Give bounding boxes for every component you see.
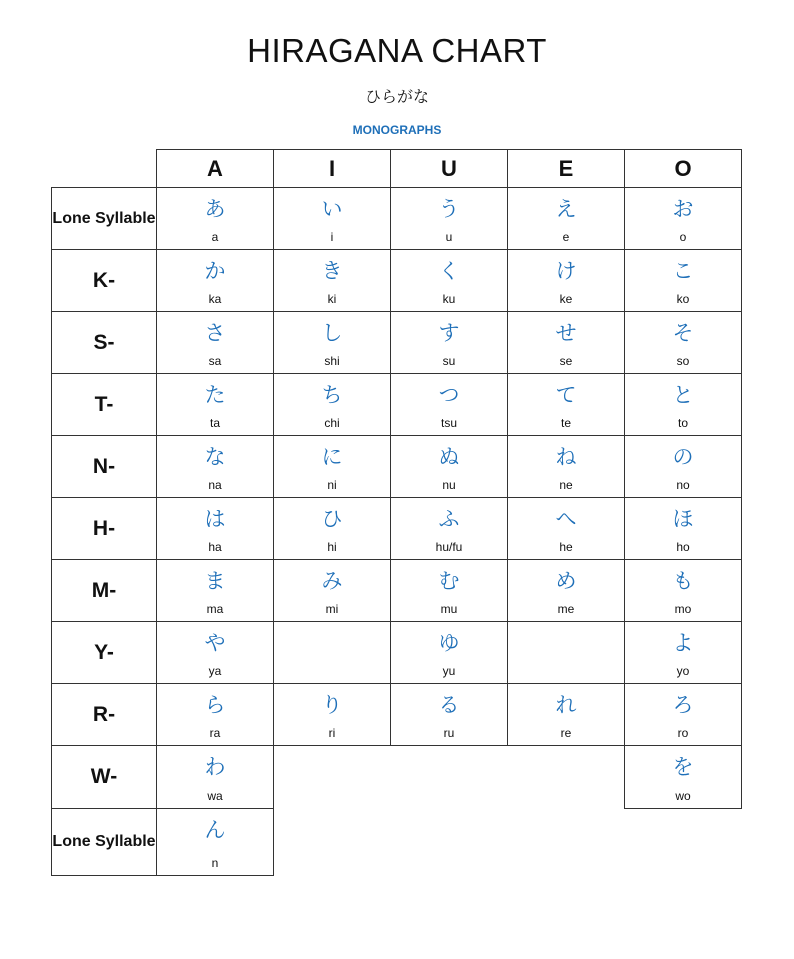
kana-cell xyxy=(624,187,742,250)
kana-cell xyxy=(273,373,391,436)
kana-cell xyxy=(507,435,625,498)
romaji-label: ho xyxy=(676,540,690,554)
romaji-label: ma xyxy=(206,602,224,616)
kana-cell xyxy=(390,497,508,560)
kana-character: さ xyxy=(204,321,226,345)
kana-cell xyxy=(156,435,274,498)
romaji-label: chi xyxy=(324,416,340,430)
romaji-label: u xyxy=(445,230,453,244)
empty-cell xyxy=(507,621,625,684)
kana-character: ん xyxy=(204,818,226,842)
romaji-label: to xyxy=(677,416,688,430)
kana-character: へ xyxy=(555,507,577,531)
romaji-label: tsu xyxy=(440,416,457,430)
row-label: S- xyxy=(51,311,157,374)
romaji-label: na xyxy=(208,478,222,492)
kana-character: れ xyxy=(555,693,577,717)
kana-cell xyxy=(156,745,274,809)
row-label: K- xyxy=(51,249,157,312)
romaji-label: sa xyxy=(208,354,222,368)
kana-cell xyxy=(390,311,508,374)
kana-cell xyxy=(624,745,742,809)
kana-cell xyxy=(624,435,742,498)
romaji-label: ku xyxy=(442,292,456,306)
kana-character: し xyxy=(321,321,343,345)
kana-cell xyxy=(624,311,742,374)
kana-cell xyxy=(156,311,274,374)
kana-character: よ xyxy=(672,631,694,655)
kana-cell xyxy=(156,373,274,436)
kana-cell xyxy=(156,808,274,876)
kana-character: ほ xyxy=(672,507,694,531)
row-label: H- xyxy=(51,497,157,560)
romaji-label: ro xyxy=(677,726,689,740)
romaji-label: ya xyxy=(208,664,222,678)
kana-character: や xyxy=(204,631,226,655)
column-header-e: E xyxy=(507,149,625,188)
romaji-label: i xyxy=(330,230,334,244)
romaji-label: mu xyxy=(440,602,458,616)
kana-character: と xyxy=(672,383,694,407)
kana-cell xyxy=(156,559,274,622)
kana-cell xyxy=(624,249,742,312)
romaji-label: shi xyxy=(324,354,340,368)
kana-character: く xyxy=(438,259,460,283)
kana-character: ゆ xyxy=(438,631,460,655)
kana-character: え xyxy=(555,197,577,221)
kana-character: め xyxy=(555,569,577,593)
kana-cell xyxy=(156,621,274,684)
romaji-label: a xyxy=(211,230,219,244)
kana-character: ね xyxy=(555,445,577,469)
column-header-a: A xyxy=(156,149,274,188)
kana-cell xyxy=(624,559,742,622)
kana-cell xyxy=(507,373,625,436)
kana-cell xyxy=(507,559,625,622)
kana-cell xyxy=(156,249,274,312)
kana-cell xyxy=(273,249,391,312)
kana-character: か xyxy=(204,259,226,283)
kana-cell xyxy=(624,373,742,436)
kana-cell xyxy=(273,559,391,622)
romaji-label: wa xyxy=(207,789,223,803)
row-label: N- xyxy=(51,435,157,498)
column-header-o: O xyxy=(624,149,742,188)
kana-character: あ xyxy=(204,197,226,221)
kana-character: て xyxy=(555,383,577,407)
row-label: Y- xyxy=(51,621,157,684)
romaji-label: hu/fu xyxy=(435,540,463,554)
kana-cell xyxy=(390,559,508,622)
kana-character: そ xyxy=(672,321,694,345)
romaji-label: ra xyxy=(209,726,221,740)
kana-character: に xyxy=(321,445,343,469)
romaji-label: mi xyxy=(325,602,339,616)
row-label: Lone Syllable xyxy=(51,187,157,250)
kana-character: ら xyxy=(204,693,226,717)
romaji-label: ne xyxy=(559,478,573,492)
romaji-label: he xyxy=(559,540,573,554)
kana-cell xyxy=(624,621,742,684)
kana-character: わ xyxy=(204,755,226,779)
romaji-label: te xyxy=(560,416,571,430)
kana-cell xyxy=(273,497,391,560)
romaji-label: o xyxy=(679,230,687,244)
kana-cell xyxy=(156,187,274,250)
kana-cell xyxy=(390,187,508,250)
kana-character: ち xyxy=(321,383,343,407)
romaji-label: ru xyxy=(443,726,455,740)
romaji-label: su xyxy=(442,354,456,368)
romaji-label: wo xyxy=(675,789,691,803)
kana-cell xyxy=(390,683,508,746)
romaji-label: n xyxy=(211,856,219,870)
kana-cell xyxy=(624,683,742,746)
kana-cell xyxy=(273,187,391,250)
romaji-label: nu xyxy=(442,478,456,492)
kana-character: の xyxy=(672,445,694,469)
kana-character: ま xyxy=(204,569,226,593)
kana-character: お xyxy=(672,197,694,221)
romaji-label: ka xyxy=(208,292,222,306)
page-subtitle: ひらがな xyxy=(364,87,429,106)
romaji-label: ke xyxy=(559,292,573,306)
kana-cell xyxy=(156,497,274,560)
kana-character: す xyxy=(438,321,460,345)
section-heading: MONOGRAPHS xyxy=(352,123,442,137)
row-label: R- xyxy=(51,683,157,746)
kana-character: む xyxy=(438,569,460,593)
row-label: T- xyxy=(51,373,157,436)
column-header-i: I xyxy=(273,149,391,188)
kana-character: も xyxy=(672,569,694,593)
romaji-label: e xyxy=(562,230,570,244)
column-header-u: U xyxy=(390,149,508,188)
kana-cell xyxy=(390,373,508,436)
row-label: Lone Syllable xyxy=(51,808,157,876)
kana-cell xyxy=(624,497,742,560)
kana-character: つ xyxy=(438,383,460,407)
kana-cell xyxy=(507,683,625,746)
romaji-label: ko xyxy=(676,292,690,306)
romaji-label: re xyxy=(560,726,572,740)
romaji-label: so xyxy=(676,354,690,368)
romaji-label: yu xyxy=(442,664,456,678)
kana-cell xyxy=(507,311,625,374)
kana-cell xyxy=(390,249,508,312)
kana-cell xyxy=(390,621,508,684)
romaji-label: no xyxy=(676,478,690,492)
kana-character: は xyxy=(204,507,226,531)
kana-character: り xyxy=(321,693,343,717)
kana-character: た xyxy=(204,383,226,407)
romaji-label: hi xyxy=(327,540,337,554)
romaji-label: mo xyxy=(674,602,692,616)
kana-cell xyxy=(390,435,508,498)
kana-cell xyxy=(273,435,391,498)
romaji-label: ki xyxy=(327,292,337,306)
row-label: W- xyxy=(51,745,157,809)
romaji-label: ri xyxy=(328,726,336,740)
kana-character: る xyxy=(438,693,460,717)
kana-character: う xyxy=(438,197,460,221)
kana-character: ぬ xyxy=(438,445,460,469)
romaji-label: ni xyxy=(327,478,337,492)
kana-cell xyxy=(273,311,391,374)
kana-character: こ xyxy=(672,259,694,283)
kana-character: な xyxy=(204,445,226,469)
kana-cell xyxy=(507,497,625,560)
empty-cell xyxy=(273,621,391,684)
kana-character: き xyxy=(321,259,343,283)
page-title: HIRAGANA CHART xyxy=(247,32,547,69)
kana-character: ひ xyxy=(321,507,343,531)
kana-character: ろ xyxy=(672,693,694,717)
row-label: M- xyxy=(51,559,157,622)
kana-cell xyxy=(507,187,625,250)
kana-cell xyxy=(156,683,274,746)
romaji-label: ha xyxy=(208,540,222,554)
romaji-label: me xyxy=(557,602,575,616)
kana-character: い xyxy=(321,197,343,221)
kana-character: ふ xyxy=(438,507,460,531)
kana-cell xyxy=(507,249,625,312)
romaji-label: se xyxy=(559,354,573,368)
kana-character: け xyxy=(555,259,577,283)
kana-cell xyxy=(273,683,391,746)
kana-character: せ xyxy=(555,321,577,345)
romaji-label: ta xyxy=(209,416,220,430)
kana-character: を xyxy=(672,755,694,779)
romaji-label: yo xyxy=(676,664,690,678)
kana-character: み xyxy=(321,569,343,593)
